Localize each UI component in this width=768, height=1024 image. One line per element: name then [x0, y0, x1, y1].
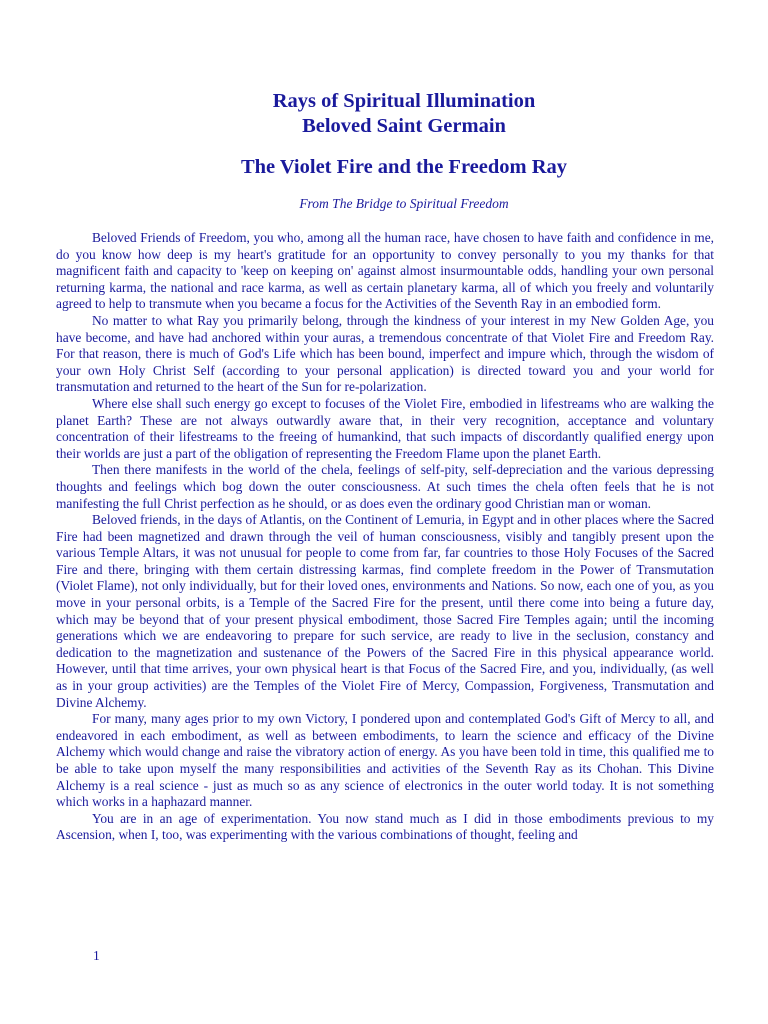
body-paragraph: Beloved Friends of Freedom, you who, among all the human race, have chosen to have faith and confidence in me, do you know how deep is my heart's gratitude for an opportunity to convey personally to you my thanks for that magnificent faith and capacity to 'keep on keeping on' against almost insurmountable odds, handling your own personal returning karma, the national and race karma, as well as certain planetary karma, all of which you freely and voluntarily agreed to help to transmute when you became a focus for the Activities of the Seventh Ray in an embodied form. [56, 230, 714, 312]
body-paragraph: For many, many ages prior to my own Victory, I pondered upon and contemplated God's Gift of Mercy to all, and endeavored in each embodiment, as well as between embodiments, to learn the science and efficacy of the Divine Alchemy which would change and raise the vibratory action of energy. As you have been told in time, this qualified me to be able to take upon myself the many responsibilities and activities of the Seventh Ray as its Chohan. This Divine Alchemy is a real science - just as much so as any science of electronics in the outer world today. It is not something which works in a haphazard manner. [56, 711, 714, 810]
document-source: From The Bridge to Spiritual Freedom [299, 196, 509, 211]
page-number: 1 [93, 948, 100, 963]
body-paragraph: Then there manifests in the world of the chela, feelings of self-pity, self-depreciation and the various depressing thoughts and feelings which bog down the outer consciousness. At such times the chela often feels that he is not manifesting the full Christ perfection as he should, or as does even the ordinary good Christian man or woman. [56, 462, 714, 511]
document-title: Rays of Spiritual Illumination [272, 90, 536, 112]
body-paragraph: You are in an age of experimentation. You now stand much as I did in those embodiments previous to my Ascension, when I, too, was experimenting with the various combinations of thought, feeling and [56, 810, 714, 843]
body-paragraph: No matter to what Ray you primarily belong, through the kindness of your interest in my New Golden Age, you have become, and have had anchored within your auras, a tremendous concentrate of that Violet Fire and Freedom Ray. For that reason, there is much of God's Life which has been bound, imperfect and impure which, through the wisdom of your own Holy Christ Self (according to your personal application) is directed toward you and your world for transmutation and returned to the heart of the Sun for re-polarization. [56, 312, 714, 395]
body-paragraph: Beloved friends, in the days of Atlantis, on the Continent of Lemuria, in Egypt and in other places where the Sacred Fire had been magnetized and drawn through the veil of human consciousness, visibly and tangibly present upon the various Temple Altars, it was not unusual for people to come from far, far countries to those Holy Focuses of the Sacred Fire and there, bringing with them certain distressing karmas, find complete freedom in the Power of Transmutation (Violet Flame), not only individually, but for their loved ones, environments and Nations. So now, each one of you, as you move in your personal orbits, is a Temple of the Sacred Fire for the present, until there come into being a future day, which may be beyond that of your present physical embodiment, those Sacred Fire Temples again; until the incoming generations which we are endeavoring to prepare for such service, are ready to live in the seclusion, constancy and dedication to the magnetization and sustenance of the Powers of the Sacred Fire in this physical appearance world. However, until that time arrives, your own physical heart is that Focus of the Sacred Fire, and you, individually, (as well as in your group activities) are the Temples of the Violet Fire of Mercy, Compassion, Forgiveness, Transmutation and Divine Alchemy. [56, 512, 714, 710]
document-body [56, 230, 714, 844]
body-paragraph: Where else shall such energy go except to focuses of the Violet Fire, embodied in lifestreams who are walking the planet Earth? These are not always outwardly aware that, in their very recognition, acceptance and voluntary concentration of their lifestreams to the freeing of humankind, that such impacts of discordantly qualified energy upon their worlds are just a part of the obligation of representing the Freedom Flame upon the planet Earth. [56, 395, 714, 461]
document-subtitle: The Violet Fire and the Freedom Ray [240, 156, 568, 178]
document-author-line: Beloved Saint Germain [302, 115, 506, 137]
